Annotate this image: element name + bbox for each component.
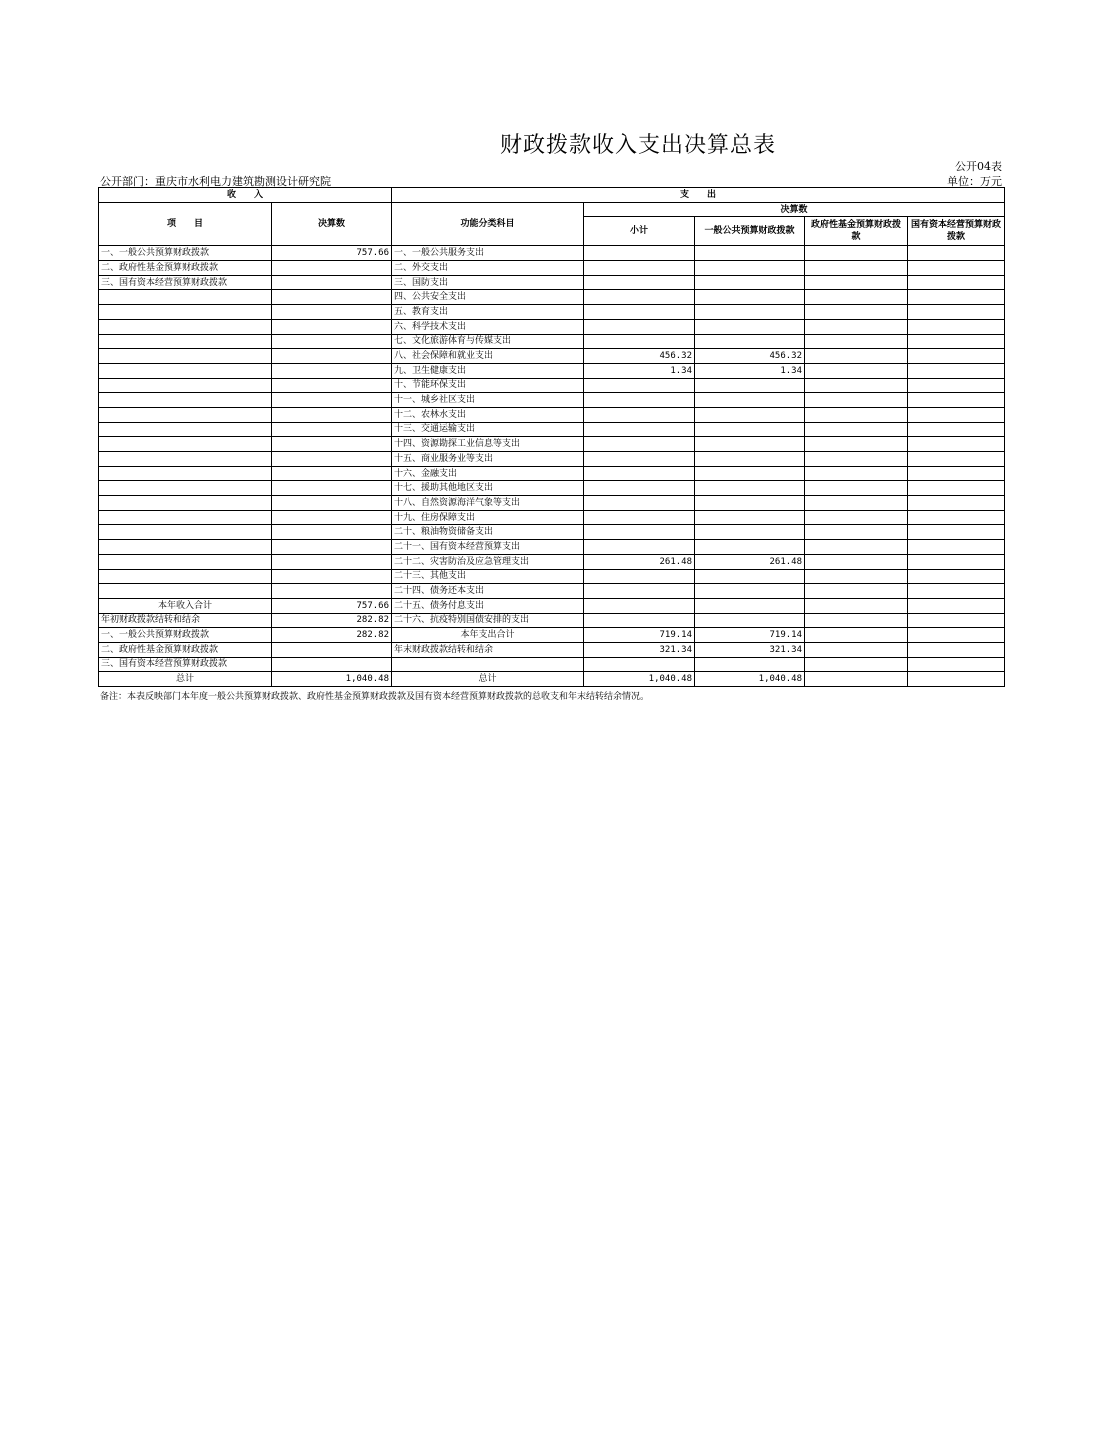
subtotal-cell	[584, 334, 695, 349]
gov-fund-cell	[805, 525, 908, 540]
state-capital-cell	[908, 525, 1005, 540]
gov-fund-cell	[805, 642, 908, 657]
func-cell: 七、文化旅游体育与传媒支出	[392, 334, 584, 349]
subtotal-cell	[584, 275, 695, 290]
item-cell	[99, 569, 272, 584]
state-capital-cell	[908, 305, 1005, 320]
amount-cell	[272, 290, 392, 305]
func-cell: 十九、住房保障支出	[392, 510, 584, 525]
subtotal-cell	[584, 613, 695, 628]
subtotal-cell	[584, 437, 695, 452]
func-cell: 二十六、抗疫特别国债安排的支出	[392, 613, 584, 628]
amount-cell	[272, 363, 392, 378]
subtotal-cell	[584, 510, 695, 525]
subtotal-cell	[584, 584, 695, 599]
gov-fund-cell	[805, 319, 908, 334]
general-cell	[695, 437, 805, 452]
unit-label: 单位：万元	[947, 175, 1002, 188]
general-cell	[695, 481, 805, 496]
item-cell	[99, 319, 272, 334]
gov-fund-cell	[805, 672, 908, 687]
state-capital-cell	[908, 672, 1005, 687]
func-cell: 二十、粮油物资储备支出	[392, 525, 584, 540]
general-cell	[695, 598, 805, 613]
subtotal-cell	[584, 290, 695, 305]
gov-fund-cell	[805, 554, 908, 569]
state-capital-cell	[908, 290, 1005, 305]
amount-cell	[272, 481, 392, 496]
func-cell: 总计	[392, 672, 584, 687]
gov-fund-cell	[805, 598, 908, 613]
amount-cell: 282.82	[272, 628, 392, 643]
amount-cell	[272, 407, 392, 422]
state-capital-cell	[908, 452, 1005, 467]
table-row	[99, 466, 1005, 481]
item-cell	[99, 290, 272, 305]
func-cell: 十三、交通运输支出	[392, 422, 584, 437]
gov-fund-cell	[805, 393, 908, 408]
gov-fund-header: 政府性基金预算财政拨款	[805, 217, 908, 246]
general-cell	[695, 584, 805, 599]
func-cell: 十七、援助其他地区支出	[392, 481, 584, 496]
subtotal-cell	[584, 422, 695, 437]
state-capital-cell	[908, 584, 1005, 599]
table-row	[99, 496, 1005, 511]
subtotal-cell: 456.32	[584, 349, 695, 364]
subtotal-cell	[584, 319, 695, 334]
gov-fund-cell	[805, 628, 908, 643]
func-cell: 十二、农林水支出	[392, 407, 584, 422]
state-capital-cell	[908, 246, 1005, 261]
amount-cell: 757.66	[272, 598, 392, 613]
state-capital-cell	[908, 393, 1005, 408]
gov-fund-cell	[805, 334, 908, 349]
amount-cell	[272, 275, 392, 290]
amount-cell	[272, 261, 392, 276]
gov-fund-cell	[805, 363, 908, 378]
item-cell	[99, 584, 272, 599]
amount-cell	[272, 510, 392, 525]
item-cell	[99, 437, 272, 452]
subtotal-cell	[584, 261, 695, 276]
expense-header: 支 出	[392, 188, 1005, 203]
footnote: 备注：本表反映部门本年度一般公共预算财政拨款、政府性基金预算财政拨款及国有资本经营预算财政拨款的总收支和年末结转结余情况。	[100, 692, 650, 702]
func-cell: 四、公共安全支出	[392, 290, 584, 305]
gov-fund-cell	[805, 349, 908, 364]
general-cell: 456.32	[695, 349, 805, 364]
table-row	[99, 349, 1005, 364]
item-cell	[99, 466, 272, 481]
state-capital-cell	[908, 319, 1005, 334]
state-capital-cell	[908, 466, 1005, 481]
general-cell	[695, 407, 805, 422]
item-cell	[99, 334, 272, 349]
item-cell: 总计	[99, 672, 272, 687]
func-cell: 六、科学技术支出	[392, 319, 584, 334]
general-cell	[695, 334, 805, 349]
state-capital-cell	[908, 598, 1005, 613]
income-header: 收 入	[99, 188, 392, 203]
item-cell	[99, 305, 272, 320]
state-capital-cell	[908, 628, 1005, 643]
general-cell	[695, 525, 805, 540]
func-cell: 五、教育支出	[392, 305, 584, 320]
amount-cell	[272, 334, 392, 349]
state-capital-cell	[908, 437, 1005, 452]
func-cell: 二十三、其他支出	[392, 569, 584, 584]
amount-cell: 282.82	[272, 613, 392, 628]
amount-cell: 1,040.48	[272, 672, 392, 687]
general-cell	[695, 305, 805, 320]
subtotal-cell	[584, 393, 695, 408]
budget-table	[98, 187, 1005, 687]
item-cell: 一、一般公共预算财政拨款	[99, 628, 272, 643]
amount-cell	[272, 642, 392, 657]
table-row	[99, 584, 1005, 599]
general-cell	[695, 319, 805, 334]
func-cell: 十四、资源勘探工业信息等支出	[392, 437, 584, 452]
general-cell	[695, 393, 805, 408]
table-row	[99, 452, 1005, 467]
general-cell	[695, 510, 805, 525]
item-cell	[99, 510, 272, 525]
amount-cell	[272, 378, 392, 393]
general-cell: 719.14	[695, 628, 805, 643]
item-cell	[99, 452, 272, 467]
item-cell	[99, 481, 272, 496]
general-cell	[695, 657, 805, 672]
subtotal-cell: 719.14	[584, 628, 695, 643]
general-cell: 261.48	[695, 554, 805, 569]
state-capital-cell	[908, 378, 1005, 393]
table-row	[99, 393, 1005, 408]
subtotal-cell	[584, 525, 695, 540]
item-cell	[99, 349, 272, 364]
item-cell	[99, 378, 272, 393]
func-cell: 二、外交支出	[392, 261, 584, 276]
state-capital-cell	[908, 657, 1005, 672]
amount-header: 决算数	[272, 202, 392, 246]
amount-cell	[272, 305, 392, 320]
item-cell: 三、国有资本经营预算财政拨款	[99, 657, 272, 672]
general-cell	[695, 290, 805, 305]
subtotal-cell	[584, 305, 695, 320]
amount-cell	[272, 466, 392, 481]
func-cell: 十五、商业服务业等支出	[392, 452, 584, 467]
table-row	[99, 554, 1005, 569]
amount-cell	[272, 657, 392, 672]
subtotal-cell	[584, 246, 695, 261]
func-cell: 二十一、国有资本经营预算支出	[392, 540, 584, 555]
general-cell: 1,040.48	[695, 672, 805, 687]
amount-cell	[272, 554, 392, 569]
func-cell: 十一、城乡社区支出	[392, 393, 584, 408]
general-cell	[695, 569, 805, 584]
func-cell: 三、国防支出	[392, 275, 584, 290]
func-header: 功能分类科目	[392, 202, 584, 246]
state-capital-cell	[908, 642, 1005, 657]
item-cell: 二、政府性基金预算财政拨款	[99, 642, 272, 657]
table-row	[99, 319, 1005, 334]
state-capital-cell	[908, 496, 1005, 511]
gov-fund-cell	[805, 510, 908, 525]
gov-fund-cell	[805, 452, 908, 467]
gov-fund-cell	[805, 246, 908, 261]
table-row	[99, 525, 1005, 540]
subtotal-cell: 1,040.48	[584, 672, 695, 687]
state-capital-cell	[908, 422, 1005, 437]
amount-cell	[272, 569, 392, 584]
general-cell	[695, 261, 805, 276]
subtotal-cell	[584, 466, 695, 481]
func-cell: 二十四、债务还本支出	[392, 584, 584, 599]
state-capital-cell	[908, 510, 1005, 525]
subtotal-cell	[584, 496, 695, 511]
amount-cell	[272, 540, 392, 555]
table-row	[99, 275, 1005, 290]
item-cell	[99, 554, 272, 569]
item-header: 项 目	[99, 202, 272, 246]
gov-fund-cell	[805, 437, 908, 452]
func-cell: 八、社会保障和就业支出	[392, 349, 584, 364]
subtotal-cell	[584, 598, 695, 613]
item-cell: 二、政府性基金预算财政拨款	[99, 261, 272, 276]
func-cell: 一、一般公共服务支出	[392, 246, 584, 261]
gov-fund-cell	[805, 290, 908, 305]
amount-cell	[272, 422, 392, 437]
subtotal-cell	[584, 481, 695, 496]
state-capital-cell	[908, 481, 1005, 496]
general-cell: 1.34	[695, 363, 805, 378]
table-row	[99, 246, 1005, 261]
general-cell	[695, 540, 805, 555]
gov-fund-cell	[805, 657, 908, 672]
table-row	[99, 598, 1005, 613]
item-cell	[99, 407, 272, 422]
amount-cell	[272, 349, 392, 364]
subtotal-header: 小计	[584, 217, 695, 246]
gov-fund-cell	[805, 275, 908, 290]
amount-cell	[272, 393, 392, 408]
item-cell	[99, 540, 272, 555]
general-cell	[695, 275, 805, 290]
func-cell: 十八、自然资源海洋气象等支出	[392, 496, 584, 511]
func-cell: 十、节能环保支出	[392, 378, 584, 393]
table-row	[99, 628, 1005, 643]
department-label: 公开部门：重庆市水利电力建筑勘测设计研究院	[100, 175, 331, 188]
general-cell	[695, 466, 805, 481]
func-cell	[392, 657, 584, 672]
subtotal-cell	[584, 657, 695, 672]
state-capital-cell	[908, 407, 1005, 422]
table-row	[99, 363, 1005, 378]
table-row	[99, 334, 1005, 349]
general-cell: 321.34	[695, 642, 805, 657]
amount-cell	[272, 525, 392, 540]
amount-cell	[272, 496, 392, 511]
item-cell: 本年收入合计	[99, 598, 272, 613]
table-row	[99, 657, 1005, 672]
table-row	[99, 305, 1005, 320]
table-row	[99, 540, 1005, 555]
table-row	[99, 378, 1005, 393]
state-capital-cell	[908, 363, 1005, 378]
amount-cell	[272, 452, 392, 467]
table-row	[99, 437, 1005, 452]
general-header: 一般公共预算财政拨款	[695, 217, 805, 246]
table-row	[99, 613, 1005, 628]
gov-fund-cell	[805, 584, 908, 599]
subtotal-cell	[584, 540, 695, 555]
state-capital-cell	[908, 569, 1005, 584]
general-cell	[695, 422, 805, 437]
general-cell	[695, 452, 805, 467]
amount-cell	[272, 584, 392, 599]
subtotal-cell	[584, 378, 695, 393]
subtotal-cell	[584, 407, 695, 422]
subtotal-cell: 261.48	[584, 554, 695, 569]
gov-fund-cell	[805, 422, 908, 437]
gov-fund-cell	[805, 481, 908, 496]
item-cell	[99, 496, 272, 511]
gov-fund-cell	[805, 569, 908, 584]
item-cell: 三、国有资本经营预算财政拨款	[99, 275, 272, 290]
gov-fund-cell	[805, 378, 908, 393]
gov-fund-cell	[805, 540, 908, 555]
func-cell: 十六、金融支出	[392, 466, 584, 481]
subtotal-cell: 321.34	[584, 642, 695, 657]
gov-fund-cell	[805, 407, 908, 422]
state-capital-cell	[908, 275, 1005, 290]
general-cell	[695, 378, 805, 393]
general-cell	[695, 496, 805, 511]
func-cell: 本年支出合计	[392, 628, 584, 643]
state-capital-cell	[908, 613, 1005, 628]
general-cell	[695, 613, 805, 628]
func-cell: 年末财政拨款结转和结余	[392, 642, 584, 657]
table-row	[99, 510, 1005, 525]
state-capital-cell	[908, 554, 1005, 569]
table-row	[99, 672, 1005, 687]
func-cell: 九、卫生健康支出	[392, 363, 584, 378]
gov-fund-cell	[805, 261, 908, 276]
item-cell	[99, 525, 272, 540]
general-cell	[695, 246, 805, 261]
amount-cell: 757.66	[272, 246, 392, 261]
table-row	[99, 261, 1005, 276]
subtotal-cell	[584, 452, 695, 467]
item-cell	[99, 422, 272, 437]
table-row	[99, 642, 1005, 657]
state-capital-header: 国有资本经营预算财政拨款	[908, 217, 1005, 246]
func-cell: 二十二、灾害防治及应急管理支出	[392, 554, 584, 569]
gov-fund-cell	[805, 305, 908, 320]
state-capital-cell	[908, 261, 1005, 276]
gov-fund-cell	[805, 496, 908, 511]
item-cell: 一、一般公共预算财政拨款	[99, 246, 272, 261]
subtotal-cell	[584, 569, 695, 584]
state-capital-cell	[908, 540, 1005, 555]
state-capital-cell	[908, 334, 1005, 349]
subtotal-cell: 1.34	[584, 363, 695, 378]
table-row	[99, 422, 1005, 437]
item-cell	[99, 363, 272, 378]
final-header: 决算数	[584, 202, 1005, 217]
table-row	[99, 290, 1005, 305]
table-row	[99, 407, 1005, 422]
page-title: 财政拨款收入支出决算总表	[499, 133, 776, 158]
func-cell: 二十五、债务付息支出	[392, 598, 584, 613]
amount-cell	[272, 437, 392, 452]
gov-fund-cell	[805, 466, 908, 481]
item-cell	[99, 393, 272, 408]
item-cell: 年初财政拨款结转和结余	[99, 613, 272, 628]
amount-cell	[272, 319, 392, 334]
gov-fund-cell	[805, 613, 908, 628]
table-row	[99, 569, 1005, 584]
table-row	[99, 481, 1005, 496]
table-number: 公开04表	[955, 160, 1002, 173]
state-capital-cell	[908, 349, 1005, 364]
